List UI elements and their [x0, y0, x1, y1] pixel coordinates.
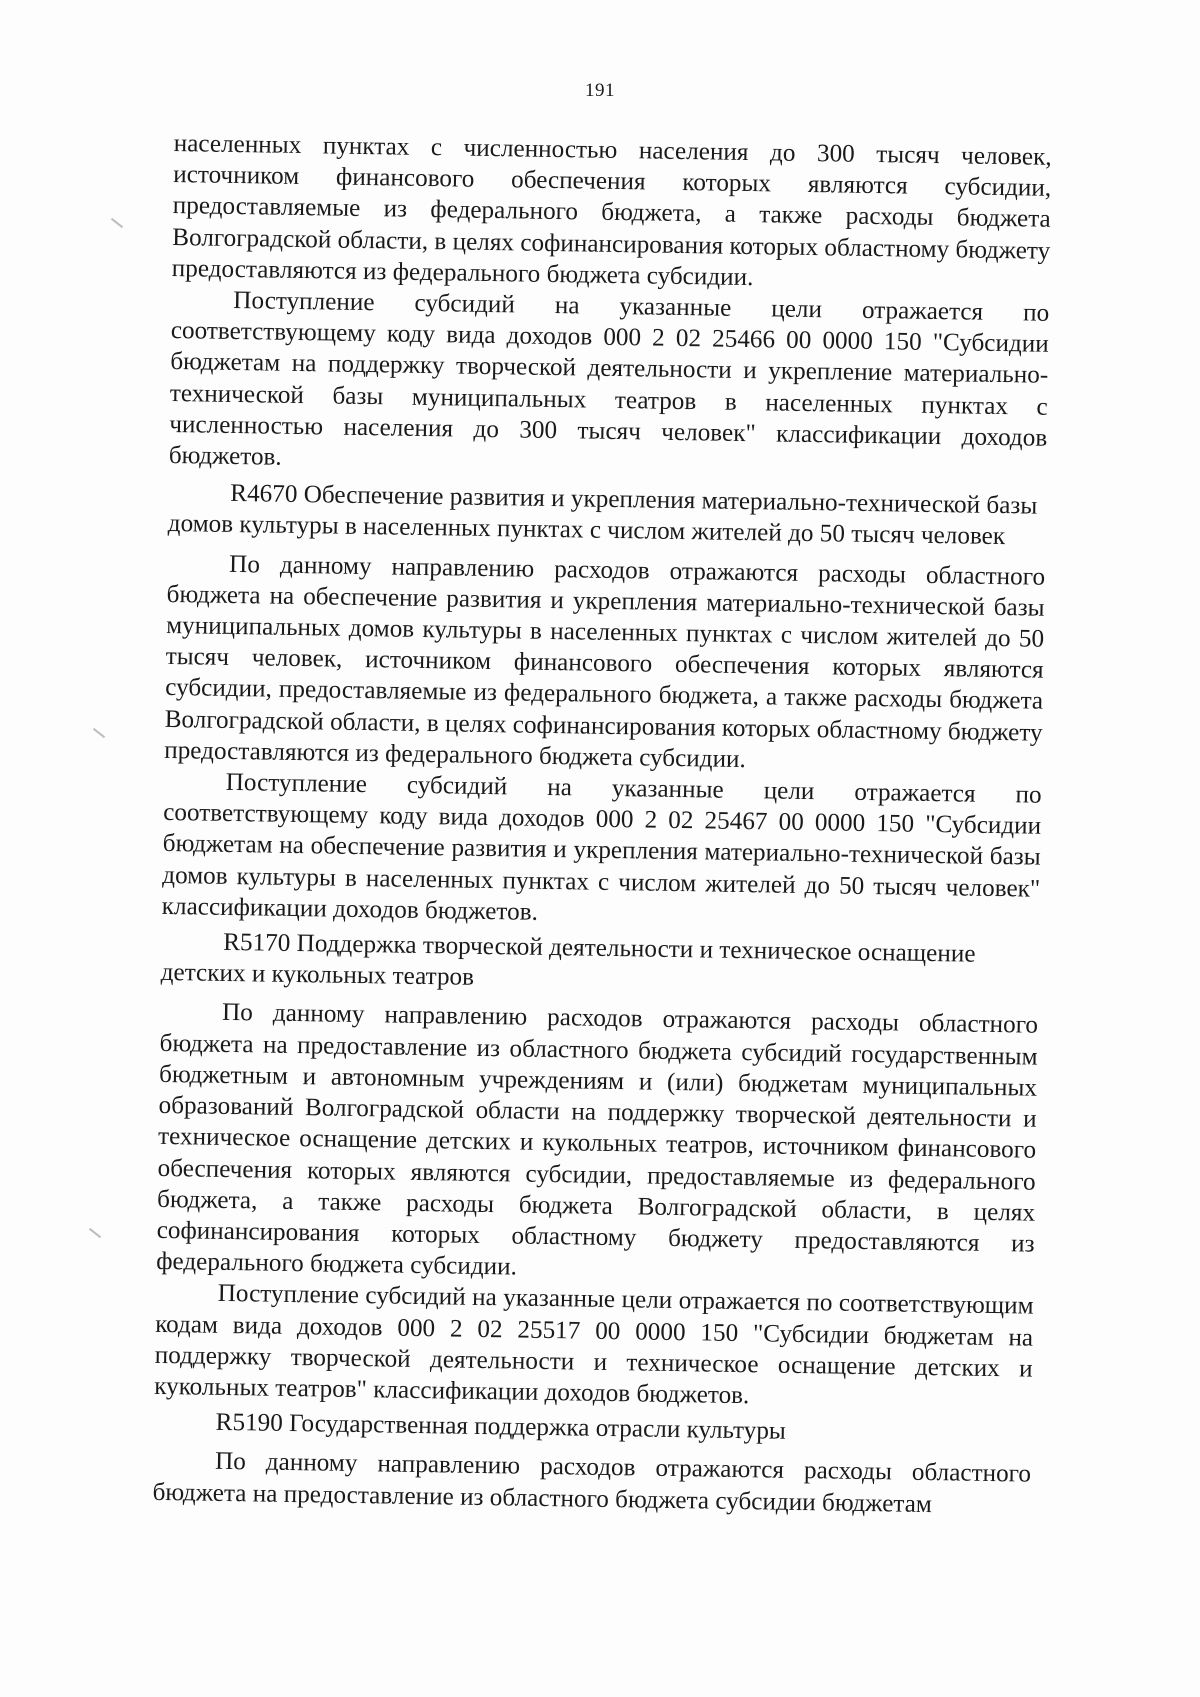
paragraph-expenses-r5170: По данному направлению расходов отражаются расходы областного бюджета на предоставление из областного бюджета субсидий государственным бюджетным и автономным учреждениям и (или) бюджетам муниципальных образований Волгоградской области на поддержку творческой деятельности и техническое оснащение детских и кукольных театров, источником финансового обеспечения которых являются субсидии, предоставляемые из федерального бюджета, а также расходы бюджета Волгоградской области, в целях софинансирования которых областному бюджету предоставляются из федерального бюджета субсидии. [155, 999, 1039, 1281]
section-heading-r4670: R4670 Обеспечение развития и укрепления материально-технической базы домов культуры в населенных пунктах с числом жителей до 50 тысяч человек [167, 480, 1038, 551]
paragraph-continuation: населенных пунктах с численностью населения до 300 тысяч человек, источником финансового обеспечения которых являются субсидии, предоставляемые из федерального бюджета, а также расходы бюджета Волгоградской области, в целях софинансирования которых областному бюджету предоставляются из федерального бюджета субсидии. [171, 129, 1052, 291]
page-number: 191 [585, 80, 615, 101]
paragraph-revenue-25517: Поступление субсидий на указанные цели отражается по соответствующим кодам вида доходов 000 2 02 25517 00 0000 150 "Субсидии бюджетам на поддержку творческой деятельности и техническое оснащение детских и кукольных театров" классификации доходов бюджетов. [154, 1280, 1034, 1410]
section-heading-r5190: R5190 Государственная поддержка отрасли культуры [215, 1408, 787, 1445]
scan-mark [89, 1228, 101, 1238]
document-body [152, 128, 1052, 1521]
paragraph-expenses-r4670: По данному направлению расходов отражаются расходы областного бюджета на обеспечение развития и укрепления материально-технической базы муниципальных домов культуры в населенных пунктах с числом жителей до 50 тысяч человек, источником финансового обеспечения которых являются субсидии, предоставляемые из федерального бюджета, а также расходы бюджета Волгоградской области, в целях софинансирования которых областному бюджету предоставляются из федерального бюджета субсидии. [164, 550, 1046, 773]
paragraph-expenses-r5190: По данному направлению расходов отражаются расходы областного бюджета на предоставление из областного бюджета субсидии бюджетам [152, 1448, 1032, 1518]
scan-mark [93, 728, 105, 738]
scan-mark [111, 218, 123, 228]
paragraph-revenue-25466: Поступление субсидий на указанные цели отражается по соответствующему коду вида доходов 000 2 02 25466 00 0000 150 "Субсидии бюджетам на поддержку творческой деятельности и укрепление материально-технической базы муниципальных театров в населенных пунктах с численностью населения до 300 тысяч человек" классификации доходов бюджетов. [168, 286, 1050, 471]
paragraph-revenue-25467: Поступление субсидий на указанные цели отражается по соответствующему коду вида доходов 000 2 02 25467 00 0000 150 "Субсидии бюджетам на обеспечение развития и укрепления материально-технической базы домов культуры в населенных пунктах с числом жителей до 50 тысяч человек" классификации доходов бюджетов. [161, 768, 1042, 926]
section-heading-r5170: R5170 Поддержка творческой деятельности и техническое оснащение детских и кукольных театров [160, 928, 976, 992]
